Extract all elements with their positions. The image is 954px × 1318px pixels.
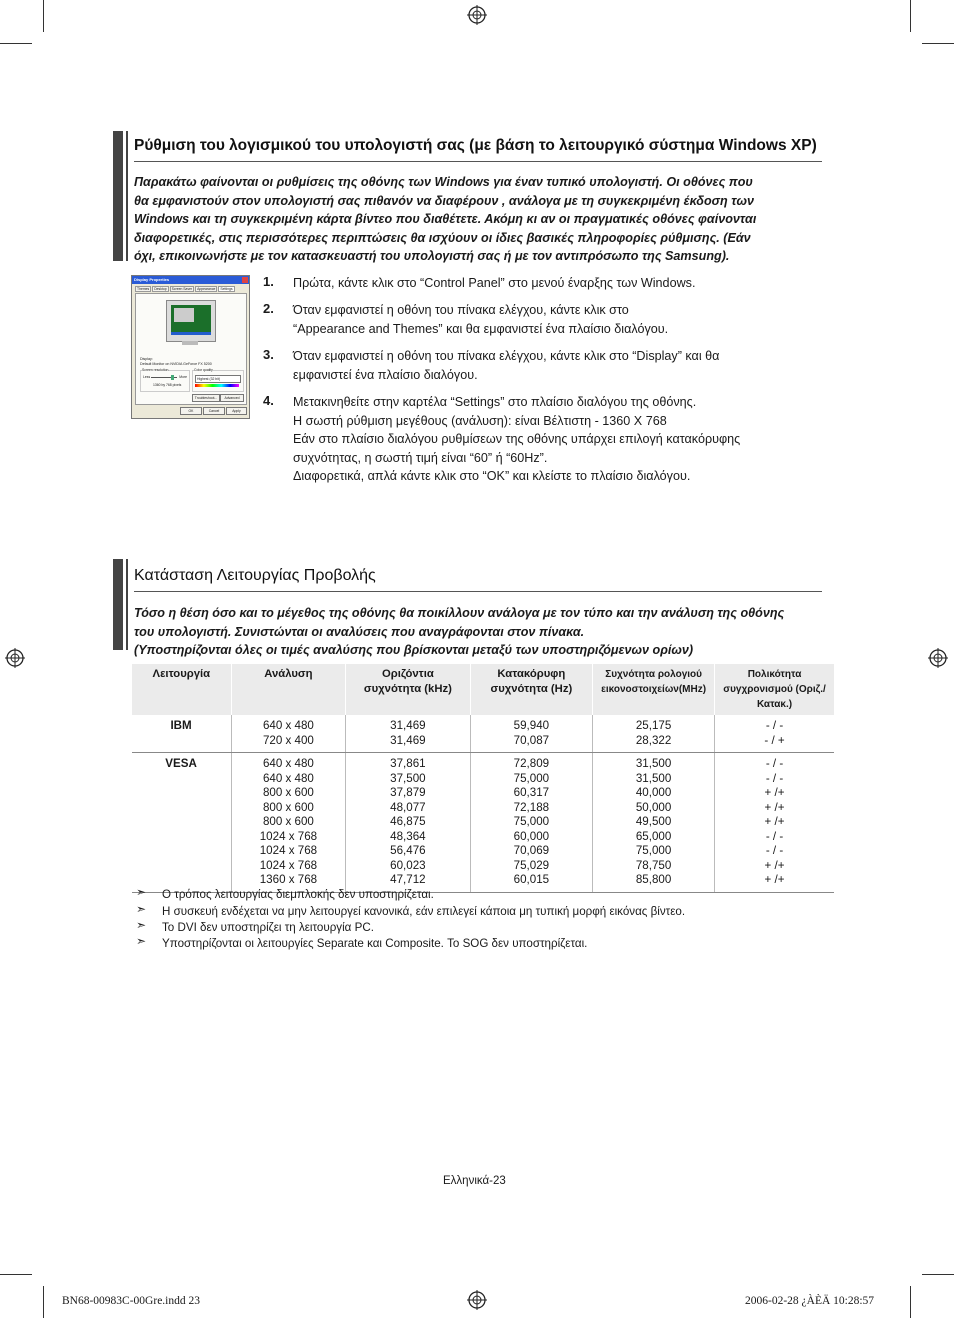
section-title: Κατάσταση Λειτουργίας Προβολής [134, 567, 376, 584]
color-quality-label: Color quality [194, 368, 213, 372]
column-header: Λειτουργία [132, 664, 232, 715]
vertical-frequency-cell: 59,940 70,087 [470, 715, 593, 753]
section-bar [113, 559, 123, 650]
more-label: More [179, 375, 187, 379]
step-text [293, 301, 668, 338]
horizontal-frequency-cell: 31,469 31,469 [346, 715, 470, 753]
intro-line: του υπολογιστή. Συνιστώνται οι αναλύσεις που αναγράφονται στον πίνακα. [134, 624, 585, 639]
intro-line: Παρακάτω φαίνονται οι ρυθμίσεις της οθόνης των Windows για έναν τυπικό υπολογιστή. Οι οθόνες που [134, 175, 753, 189]
crop-mark [0, 43, 32, 44]
resolution-label: Screen resolution [142, 368, 169, 372]
table-row [132, 753, 835, 893]
display-properties-screenshot [131, 275, 250, 419]
step-line: Όταν εμφανιστεί η οθόνη του πίνακα ελέγχου, κάντε κλικ στο [293, 303, 629, 317]
arrow-bullet-icon: ➣ [136, 918, 147, 932]
step-line: Πρώτα, κάντε κλικ στο “Control Panel” στο μενού έναρξης των Windows. [293, 276, 696, 290]
monitor-screen [171, 305, 211, 335]
mode-cell: VESA [132, 753, 232, 893]
section-divider [134, 591, 822, 592]
color-quality-group [192, 370, 244, 392]
tab-panel [135, 293, 247, 405]
step-text [293, 393, 740, 486]
crop-mark [922, 1274, 954, 1275]
step-line: Εάν στο πλαίσιο διαλόγου ρυθμίσεων της οθόνης υπάρχει επιλογή κατακόρυφης [293, 432, 741, 447]
cancel-button[interactable]: Cancel [203, 407, 225, 415]
arrow-bullet-icon: ➣ [136, 934, 147, 948]
column-header: Κατακόρυφη συχνότητα (Hz) [470, 664, 593, 715]
registration-mark-icon [928, 648, 948, 668]
intro-line: όχι, επικοινωνήστε με τον κατασκευαστή του υπολογιστή σας ή με τον αντιπρόσωπο της Samsung). [134, 249, 730, 264]
column-header: Συχνότητα ρολογιού εικονοστοιχείων(MHz) [593, 664, 715, 715]
crop-mark [922, 43, 954, 44]
crop-mark [910, 1286, 911, 1318]
section-bar [113, 131, 123, 261]
footer-date: 2006-02-28 ¿ÀÈÄ 10:28:57 [745, 1295, 875, 1307]
pixel-clock-cell: 25,175 28,322 [593, 715, 715, 753]
intro-line: Τόσο η θέση όσο και το μέγεθος της οθόνης θα ποικίλλουν ανάλογα με τον τύπο και την ανάλυση της οθόνης [134, 606, 785, 620]
table-row [132, 715, 835, 753]
sync-polarity-cell: - / - - / + [715, 715, 834, 753]
pixel-clock-cell: 31,500 31,500 40,000 50,000 49,500 65,000 75,000 78,750 85,800 [593, 753, 715, 893]
slider-thumb[interactable] [171, 375, 174, 380]
arrow-bullet-icon: ➣ [136, 902, 147, 916]
section-bar [126, 559, 128, 650]
resolution-cell: 640 x 480 720 x 400 [231, 715, 346, 753]
window-title: Display Properties [134, 277, 170, 282]
intro-line: θα εμφανιστούν στον υπολογιστή σας πιθανόν να διαφέρουν , ανάλογα με τη συγκεκριμένη έκδοση των [134, 193, 755, 208]
mode-cell: IBM [132, 715, 232, 753]
resolution-group [140, 370, 190, 392]
registration-mark-icon [5, 648, 25, 668]
intro-line: διαφορετικές, στις περισσότερες περιπτώσεις θα ισχύουν οι ίδιες βασικές πληροφορίες ρύθμισης. (Εάν [134, 230, 751, 245]
apply-button[interactable]: Apply [226, 407, 247, 415]
display-value: Default Monitor on NVIDIA GeForce FX 5200 [140, 362, 212, 366]
step-line: συχνότητας, η σωστή τιμή είναι “60” ή “60Hz”. [293, 450, 548, 465]
step-line: Διαφορετικά, απλά κάντε κλικ στο “OK” και κλείστε το πλαίσιο διαλόγου. [293, 469, 691, 484]
step-line: εμφανιστεί ένα πλαίσιο διαλόγου. [293, 367, 478, 382]
crop-mark [43, 0, 44, 32]
section-divider [134, 161, 822, 162]
registration-mark-icon [467, 5, 487, 25]
intro-line: Windows και τη συγκεκριμένη κάρτα βίντεο που διαθέτετε. Ακόμη κι αν οι πραγματικές οθόνες φαίνονται [134, 212, 757, 227]
monitor-preview [166, 300, 216, 342]
monitor-stand [182, 341, 198, 345]
color-bar [195, 384, 239, 387]
sync-polarity-cell: - / - - / - + /+ + /+ + /+ - / - - / - + /+ + /+ [715, 753, 834, 893]
crop-mark [43, 1286, 44, 1318]
step-number: 4. [263, 393, 274, 408]
step-line: Μετακινηθείτε στην καρτέλα “Settings” στο πλαίσιο διαλόγου της οθόνης. [293, 395, 697, 409]
display-modes-table [131, 664, 834, 893]
resolution-cell: 640 x 480 640 x 480 800 x 600 800 x 600 800 x 600 1024 x 768 1024 x 768 1024 x 768 1360 x 768 [231, 753, 346, 893]
color-quality-value: Highest (32 bit) [197, 377, 220, 381]
step-line: Η σωστή ρύθμιση μεγέθους (ανάλυση): είναι Βέλτιστη - 1360 X 768 [293, 413, 667, 428]
tab-appearance: Appearance [197, 287, 216, 291]
note-text: Το DVI δεν υποστηρίζει τη λειτουργία PC. [162, 921, 374, 934]
section-intro [134, 604, 824, 660]
crop-mark [910, 0, 911, 32]
close-icon [242, 277, 248, 283]
window-titlebar [132, 276, 249, 284]
vertical-frequency-cell: 72,809 75,000 60,317 72,188 75,000 60,000 70,069 75,029 60,015 [470, 753, 593, 893]
column-header: Οριζόντια συχνότητα (kHz) [346, 664, 470, 715]
troubleshoot-button[interactable]: Troubleshoot... [192, 394, 220, 402]
column-header: Πολικότητα συγχρονισμού (Οριζ./Κατακ.) [715, 664, 834, 715]
ok-button[interactable]: OK [180, 407, 202, 415]
step-line: “Appearance and Themes” και θα εμφανιστεί ένα πλαίσιο διαλόγου. [293, 321, 669, 336]
advanced-button[interactable]: Advanced [220, 394, 244, 402]
resolution-value: 1360 by 768 pixels [153, 383, 182, 387]
tab-strip [135, 287, 235, 291]
note-text: Η συσκευή ενδέχεται να μην λειτουργεί κανονικά, εάν επιλεγεί κάποια μη τυπική μορφή εικόνας βίντεο. [162, 905, 686, 918]
horizontal-frequency-cell: 37,861 37,500 37,879 48,077 46,875 48,364 56,476 60,023 47,712 [346, 753, 470, 893]
note-text: Υποστηρίζονται οι λειτουργίες Separate και Composite. Το SOG δεν υποστηρίζεται. [162, 937, 588, 950]
intro-line: (Υποστηρίζονται όλες οι τιμές αναλύσης που βρίσκονται μεταξύ των υποστηριζόμενων ορίων) [134, 643, 694, 658]
section-title: Ρύθμιση του λογισμικού του υπολογιστή σας (με βάση το λειτουργικό σύστημα Windows XP) [134, 137, 817, 154]
step-text [293, 274, 695, 293]
footer-file: BN68-00983C-00Gre.indd 23 [62, 1295, 200, 1307]
step-number: 2. [263, 301, 274, 316]
step-number: 3. [263, 347, 274, 362]
column-header: Ανάλυση [231, 664, 346, 715]
tab-desktop: Desktop [154, 287, 167, 291]
tab-themes: Themes [137, 287, 150, 291]
tab-settings: Settings [220, 287, 233, 291]
color-quality-select[interactable] [195, 375, 241, 383]
page-number: Ελληνικά-23 [443, 1175, 506, 1187]
step-number: 1. [263, 274, 274, 289]
step-line: Όταν εμφανιστεί η οθόνη του πίνακα ελέγχου, κάντε κλικ στο “Display” και θα [293, 349, 720, 363]
arrow-bullet-icon: ➣ [136, 885, 147, 899]
table-header-row [132, 664, 835, 715]
section-intro [134, 173, 824, 266]
note-text: Ο τρόπος λειτουργίας διεμπλοκής δεν υποστηρίζεται. [162, 888, 434, 901]
display-label: Display: [140, 357, 153, 361]
tab-screen-saver: Screen Saver [171, 287, 193, 291]
less-label: Less [143, 375, 151, 379]
section-bar [126, 131, 128, 261]
registration-mark-icon [467, 1290, 487, 1310]
crop-mark [0, 1274, 32, 1275]
step-text [293, 347, 719, 384]
